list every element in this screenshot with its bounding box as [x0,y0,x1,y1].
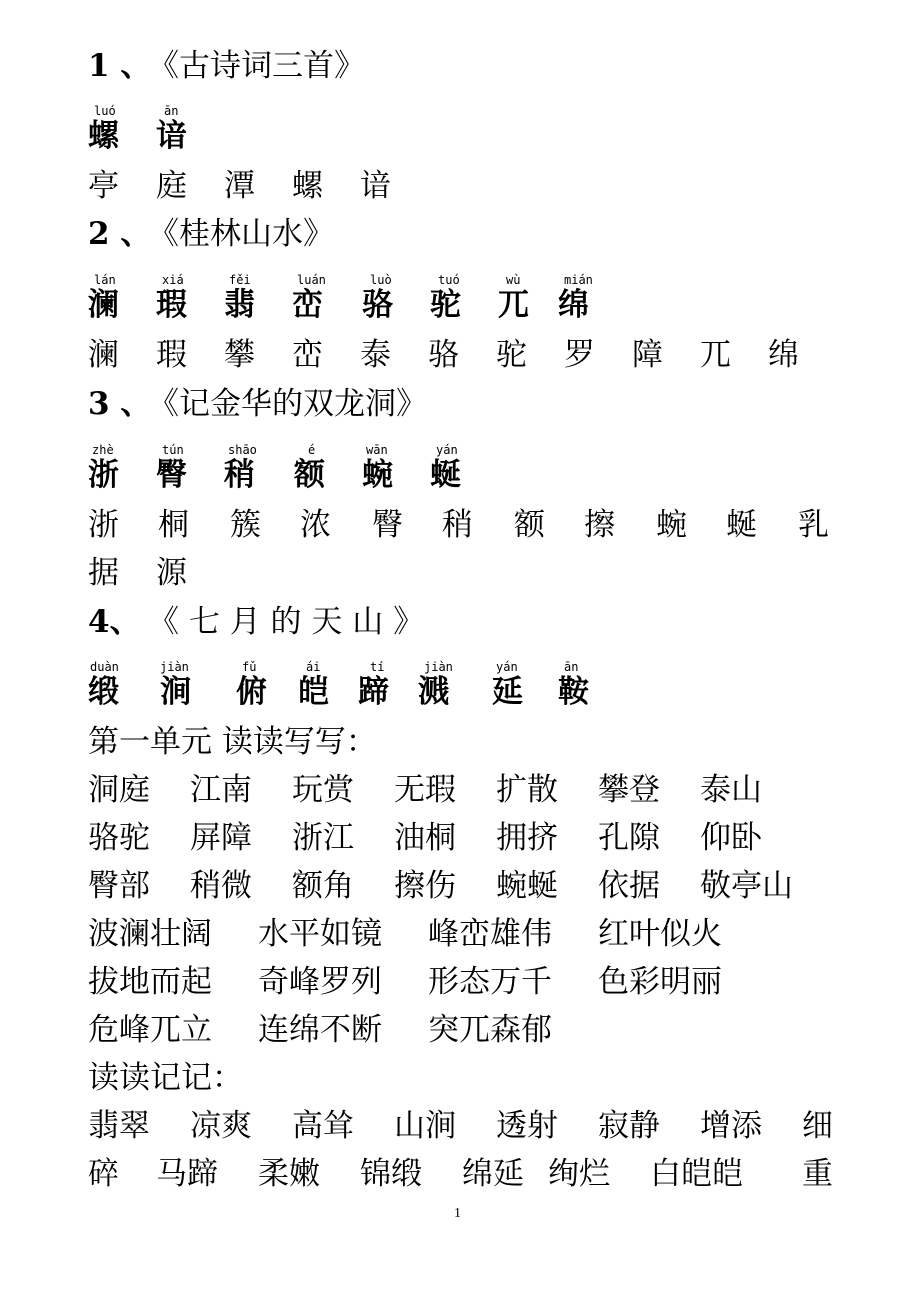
new-char: 俯 [236,674,267,710]
lesson-number: 3 、 [88,386,152,422]
lesson-number: 2 、 [88,216,152,252]
lesson-2-heading [88,216,334,252]
vocab-row [88,1154,848,1194]
lesson-title: 《桂林山水》 [148,216,334,252]
lesson-2-char-row [88,285,688,325]
char: 兀 [700,337,731,373]
idiom: 色彩明丽 [598,964,722,1000]
char: 峦 [292,337,323,373]
vocab-row [88,818,808,858]
pinyin: ān [164,104,179,118]
pinyin: jiàn [424,660,453,674]
idiom: 拔地而起 [88,964,212,1000]
char: 谙 [360,168,391,204]
vocab-word: 白皑皑 [650,1156,743,1192]
new-char: 螺 [88,118,119,154]
vocab-word: 碎 [88,1156,119,1192]
new-char: 额 [294,457,325,493]
vocab-word: 浙江 [292,820,354,856]
section-title-text: 读读记记： [88,1060,243,1096]
idiom: 连绵不断 [258,1012,382,1048]
char: 簇 [230,507,261,543]
vocab-word: 拥挤 [496,820,558,856]
char: 亭 [88,168,119,204]
vocab-word: 透射 [496,1108,558,1144]
new-char: 浙 [88,457,119,493]
idiom-row [88,962,768,1002]
char: 擦 [584,507,615,543]
vocab-word: 增添 [700,1108,762,1144]
vocab-word: 山涧 [394,1108,456,1144]
pinyin: duàn [90,660,119,674]
idiom-row [88,1010,588,1050]
vocab-word: 江南 [190,772,252,808]
char: 稍 [442,507,473,543]
new-char: 稍 [224,457,255,493]
new-char: 臀 [156,457,187,493]
new-char: 溅 [418,674,449,710]
vocab-word: 扩散 [496,772,558,808]
vocab-word: 无瑕 [394,772,456,808]
pinyin: wù [506,273,521,287]
new-char: 骆 [362,287,393,323]
char: 澜 [88,337,119,373]
pinyin: luán [297,273,326,287]
lesson-1-word-row [88,166,888,206]
idiom-row [88,914,768,954]
char: 浓 [300,507,331,543]
vocab-word: 绵延 [462,1156,524,1192]
section-title-read-write [88,722,377,762]
char: 攀 [224,337,255,373]
idiom: 波澜壮阔 [88,916,212,952]
char: 源 [156,555,187,591]
new-char: 绵 [558,287,589,323]
char: 瑕 [156,337,187,373]
lesson-3-char-row [88,455,588,495]
char: 驼 [496,337,527,373]
pinyin: luó [94,104,116,118]
vocab-word: 稍微 [190,868,252,904]
vocab-word: 细 [802,1108,833,1144]
vocab-word: 臀部 [88,868,150,904]
idiom: 形态万千 [428,964,552,1000]
new-char: 延 [492,674,523,710]
pinyin: xiá [162,273,184,287]
char: 庭 [156,168,187,204]
vocab-word: 仰卧 [700,820,762,856]
char: 据 [88,555,119,591]
char: 骆 [428,337,459,373]
char: 绵 [768,337,799,373]
vocab-word: 屏障 [190,820,252,856]
pinyin: shāo [228,443,257,457]
new-char: 鞍 [558,674,589,710]
pinyin: tuó [438,273,460,287]
char: 螺 [292,168,323,204]
lesson-3-word-row-2 [88,553,288,593]
new-char: 皑 [298,674,329,710]
vocab-row [88,770,808,810]
vocab-word: 骆驼 [88,820,150,856]
new-char: 蜿 [362,457,393,493]
vocab-word: 攀登 [598,772,660,808]
lesson-title: 《记金华的双龙洞》 [148,386,427,422]
section-title-text: 第一单元 读读写写： [88,724,377,760]
vocab-word: 绚烂 [548,1156,610,1192]
vocab-word: 孔隙 [598,820,660,856]
pinyin: jiàn [160,660,189,674]
lesson-4-heading [88,604,424,640]
pinyin: wān [366,443,388,457]
vocab-row [88,1106,848,1146]
vocab-word: 洞庭 [88,772,150,808]
pinyin: ān [564,660,579,674]
char: 罗 [564,337,595,373]
pinyin: mián [564,273,593,287]
vocab-word: 重 [802,1156,833,1192]
section-title-read-remember [88,1058,243,1098]
lesson-title: 《古诗词三首》 [148,48,365,84]
vocab-word: 油桐 [394,820,456,856]
idiom: 水平如镜 [258,916,382,952]
vocab-word: 凉爽 [190,1108,252,1144]
vocab-word: 高耸 [292,1108,354,1144]
char: 额 [514,507,545,543]
new-char: 蜒 [430,457,461,493]
pinyin: luò [370,273,392,287]
new-char: 峦 [292,287,323,323]
lesson-1-heading [88,48,365,84]
lesson-3-heading [88,386,427,422]
char: 障 [632,337,663,373]
pinyin: ái [306,660,321,674]
new-char: 谙 [156,118,187,154]
char: 臀 [372,507,403,543]
pinyin: fěi [229,273,251,287]
vocab-word: 寂静 [598,1108,660,1144]
pinyin: tún [162,443,184,457]
lesson-3-word-row [88,505,888,545]
vocab-word: 依据 [598,868,660,904]
pinyin: yán [436,443,458,457]
char: 浙 [88,507,119,543]
lesson-4-char-row [88,672,688,712]
pinyin: zhè [92,443,114,457]
new-char: 驼 [430,287,461,323]
pinyin: lán [94,273,116,287]
vocab-word: 锦缎 [360,1156,422,1192]
idiom: 红叶似火 [598,916,722,952]
char: 泰 [360,337,391,373]
vocab-word: 马蹄 [156,1156,218,1192]
char: 乳 [798,507,829,543]
idiom: 奇峰罗列 [258,964,382,1000]
lesson-number: 1 、 [88,48,152,84]
new-char: 蹄 [358,674,389,710]
pinyin: fǔ [242,660,257,674]
new-char: 瑕 [156,287,187,323]
vocab-word: 蜿蜒 [496,868,558,904]
lesson-title: 《 七 月 的 天 山 》 [148,604,425,640]
vocab-row [88,866,828,906]
vocab-word: 翡翠 [88,1108,150,1144]
lesson-2-word-row [88,335,888,375]
new-char: 兀 [498,287,529,323]
pinyin: é [308,443,316,457]
pinyin: yán [496,660,518,674]
page-number: 1 [454,1206,461,1221]
char: 桐 [158,507,189,543]
idiom: 危峰兀立 [88,1012,212,1048]
vocab-word: 玩赏 [292,772,354,808]
char: 潭 [224,168,255,204]
new-char: 澜 [88,287,119,323]
vocab-word: 泰山 [700,772,762,808]
new-char: 缎 [88,674,119,710]
char: 蜿 [656,507,687,543]
pinyin: tí [370,660,385,674]
new-char: 涧 [160,674,191,710]
char: 蜒 [726,507,757,543]
vocab-word: 擦伤 [394,868,456,904]
idiom: 突兀森郁 [428,1012,552,1048]
vocab-word: 额角 [292,868,354,904]
vocab-word: 敬亭山 [700,868,793,904]
new-char: 翡 [224,287,255,323]
lesson-number: 4、 [88,604,141,640]
vocab-word: 柔嫩 [258,1156,320,1192]
idiom: 峰峦雄伟 [428,916,552,952]
